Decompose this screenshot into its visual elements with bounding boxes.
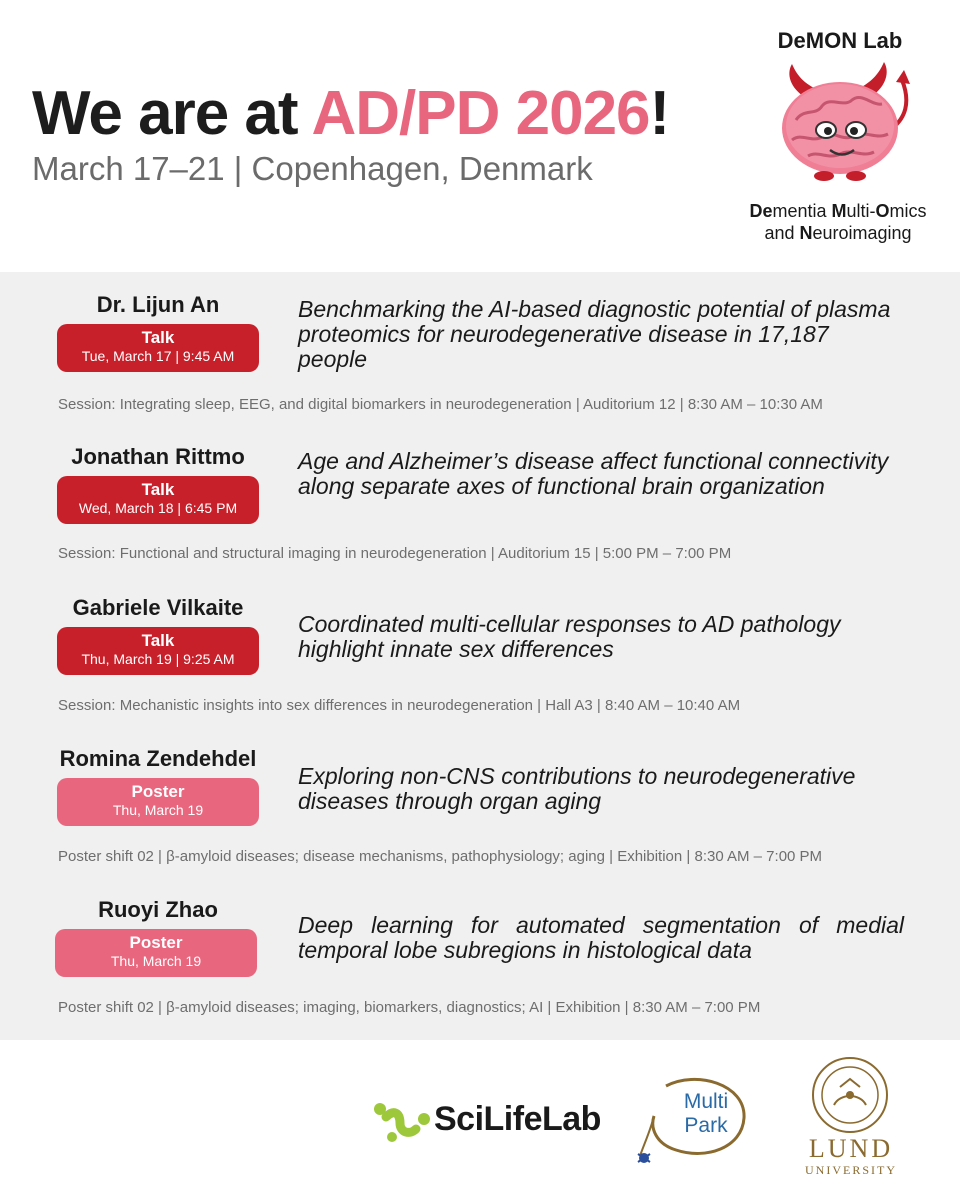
presenter-name: Dr. Lijun An: [96, 292, 220, 317]
presentation-title: Exploring non-CNS contributions to neurodegenerative diseases through organ aging: [298, 763, 856, 814]
badge-date: Thu, March 19 | 9:25 AM: [81, 651, 235, 667]
session-info: Session: Functional and structural imaging in neurodegeneration | Auditorium 15 | 5:00 PM – 7:00 PM: [58, 545, 732, 562]
badge-type: Poster: [129, 933, 183, 952]
multipark-name: Multi Park: [683, 1090, 729, 1137]
presenter-name: Romina Zendehdel: [59, 746, 257, 771]
presentation-title: Age and Alzheimer’s disease affect functional connectivity along separate axes of functional brain organization: [298, 448, 889, 499]
presentation-title: Coordinated multi-cellular responses to AD pathology highlight innate sex differences: [298, 611, 841, 662]
badge-type: Poster: [131, 782, 185, 801]
session-info: Session: Integrating sleep, EEG, and digital biomarkers in neurodegeneration | Auditorium 12 | 8:30 AM – 10:30 AM: [58, 396, 823, 413]
badge-date: Tue, March 17 | 9:45 AM: [81, 348, 235, 364]
scilifelab-name: SciLifeLab: [434, 1100, 601, 1138]
lund-seal-icon: [810, 1055, 890, 1135]
presenter-name: Gabriele Vilkaite: [72, 595, 244, 620]
badge-type: Talk: [141, 631, 175, 650]
lab-fullname: Dementia Multi-Omics and Neuroimaging: [749, 201, 927, 243]
presenter-name: Ruoyi Zhao: [98, 897, 218, 922]
page-subtitle: March 17–21 | Copenhagen, Denmark: [32, 150, 593, 187]
header: [0, 0, 960, 272]
lab-name: DeMON Lab: [777, 28, 903, 53]
page-title: We are at AD/PD 2026!: [32, 79, 670, 148]
badge-type: Talk: [141, 480, 175, 499]
lund-university-name: LUND UNIVERSITY: [805, 1134, 897, 1177]
presentation-title: Deep learning for automated segmentation of medial temporal lobe subregions in histological data: [298, 912, 904, 963]
title-accent: AD/PD 2026: [311, 79, 650, 148]
session-info: Session: Mechanistic insights into sex differences in neurodegeneration | Hall A3 | 8:40 AM – 10:40 AM: [58, 697, 741, 714]
talk-badge: [57, 627, 259, 675]
session-info: Poster shift 02 | β-amyloid diseases; disease mechanisms, pathophysiology; aging | Exhibition | 8:30 AM – 7:00 PM: [58, 848, 823, 865]
presentation-title: Benchmarking the AI-based diagnostic potential of plasma proteomics for neurodegenerative disease in 17,187 people: [298, 296, 891, 372]
talk-badge: [57, 324, 259, 372]
badge-date: Wed, March 18 | 6:45 PM: [78, 500, 238, 516]
demon-brain-icon: [768, 60, 918, 190]
badge-type: Talk: [141, 328, 175, 347]
poster-badge: [55, 929, 257, 977]
badge-date: Thu, March 19: [110, 953, 202, 969]
poster-badge: [57, 778, 259, 826]
talk-badge: [57, 476, 259, 524]
schedule-panel: [0, 272, 960, 1040]
badge-date: Thu, March 19: [112, 802, 204, 818]
presenter-name: Jonathan Rittmo: [71, 444, 245, 469]
session-info: Poster shift 02 | β-amyloid diseases; imaging, biomarkers, diagnostics; AI | Exhibition | 8:30 AM – 7:00 PM: [58, 999, 761, 1016]
